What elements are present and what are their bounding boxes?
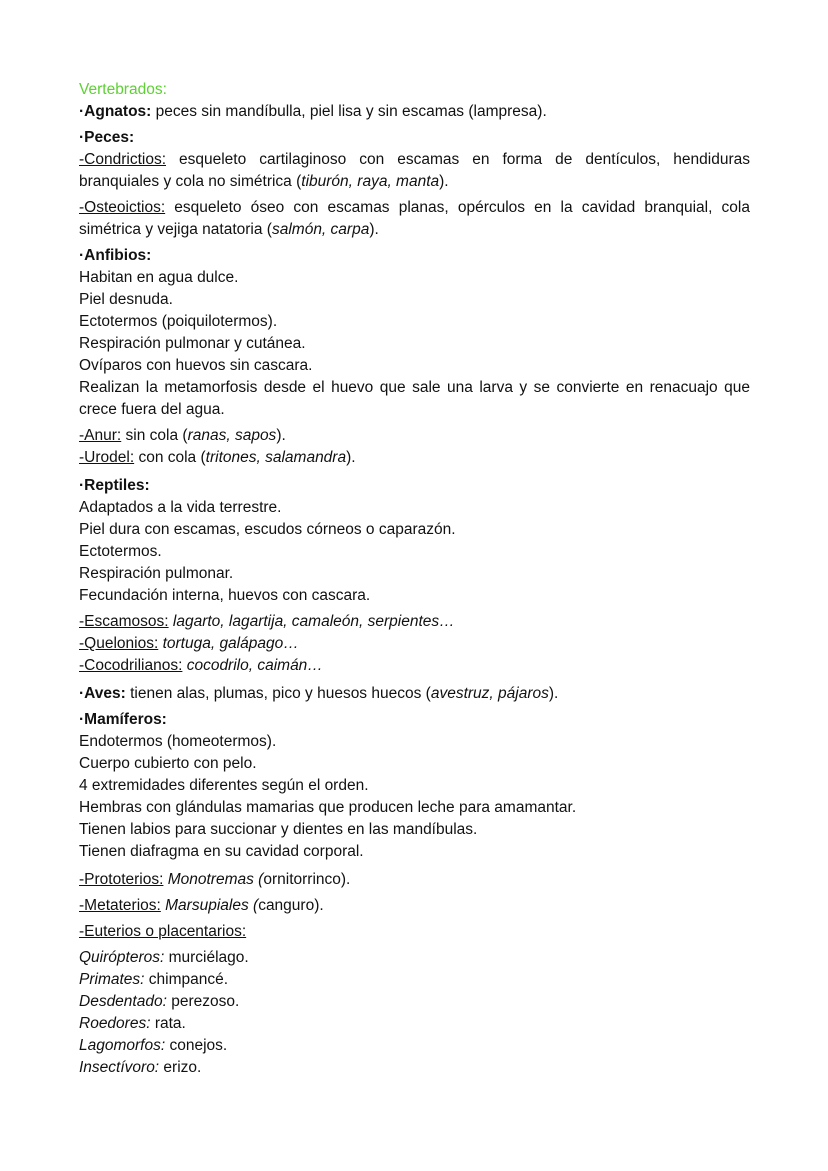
order-name: Desdentado: <box>79 993 167 1010</box>
prototerios-example: ornitorrinco). <box>263 871 351 888</box>
order-line <box>79 991 750 1013</box>
reptiles-line: Ectotermos. <box>79 543 162 560</box>
condrictios-paragraph <box>79 149 750 193</box>
condrictios-text: esqueleto cartilaginoso con escamas en forma de dentículos, hendiduras branquiales y cola no simétrica ( <box>79 151 750 190</box>
quelonios-line <box>79 633 750 655</box>
osteoictios-text: esqueleto óseo con escamas planas, opérculos en la cavidad branquial, cola simétrica y vejiga natatoria ( <box>79 199 750 238</box>
reptiles-heading <box>79 475 750 497</box>
reptiles-line: Fecundación interna, huevos con cascara. <box>79 587 371 604</box>
euterios-line <box>79 921 750 943</box>
aves-examples: avestruz, pájaros <box>430 685 549 702</box>
cocodrilianos-line <box>79 655 750 677</box>
order-line <box>79 947 750 969</box>
agnatos-line <box>79 101 750 123</box>
anfibios-line: Respiración pulmonar y cutánea. <box>79 335 306 352</box>
order-name: Lagomorfos: <box>79 1037 166 1054</box>
escamosos-examples: lagarto, lagartija, camaleón, serpientes… <box>168 613 455 630</box>
order-example: rata. <box>150 1015 186 1032</box>
mamiferos-heading-text: ·Mamíferos: <box>79 711 167 728</box>
condrictios-label: -Condrictios: <box>79 151 166 168</box>
metaterios-example: canguro). <box>258 897 324 914</box>
anur-text: sin cola ( <box>121 427 188 444</box>
mamiferos-line: Hembras con glándulas mamarias que producen leche para amamantar. <box>79 799 577 816</box>
prototerios-group: Monotremas ( <box>163 871 264 888</box>
prototerios-line <box>79 869 750 891</box>
peces-heading-text: ·Peces: <box>79 129 135 146</box>
anfibios-line: Habitan en agua dulce. <box>79 269 239 286</box>
urodel-label: -Urodel: <box>79 449 135 466</box>
quelonios-examples: tortuga, galápago… <box>158 635 299 652</box>
anfibios-line: Ectotermos (poiquilotermos). <box>79 313 278 330</box>
anfibios-line: Ovíparos con huevos sin cascara. <box>79 357 313 374</box>
euterios-label: -Euterios o placentarios: <box>79 923 247 940</box>
peces-heading <box>79 127 750 149</box>
anur-end: ). <box>276 427 286 444</box>
anfibios-line: Piel desnuda. <box>79 291 173 308</box>
anfibios-line: Realizan la metamorfosis desde el huevo que sale una larva y se convierte en renacuajo que crece fuera del agua. <box>79 379 750 418</box>
urodel-line <box>79 447 750 469</box>
osteoictios-paragraph <box>79 197 750 241</box>
reptiles-line: Adaptados a la vida terrestre. <box>79 499 282 516</box>
anur-examples: ranas, sapos <box>187 427 277 444</box>
doc-title: Vertebrados: <box>79 81 167 98</box>
order-example: conejos. <box>165 1037 228 1054</box>
mamiferos-line: Tienen diafragma en su cavidad corporal. <box>79 843 364 860</box>
order-name: Primates: <box>79 971 145 988</box>
mamiferos-heading <box>79 709 750 731</box>
quelonios-label: -Quelonios: <box>79 635 159 652</box>
urodel-text: con cola ( <box>134 449 206 466</box>
metaterios-group: Marsupiales ( <box>160 897 259 914</box>
condrictios-end: ). <box>439 173 449 190</box>
agnatos-text: peces sin mandíbulla, piel lisa y sin escamas (lampresa). <box>151 103 547 120</box>
osteoictios-label: -Osteoictios: <box>79 199 166 216</box>
osteoictios-examples: salmón, carpa <box>271 221 370 238</box>
mamiferos-line: Cuerpo cubierto con pelo. <box>79 755 257 772</box>
anur-line <box>79 425 750 447</box>
anfibios-heading-text: ·Anfibios: <box>79 247 152 264</box>
order-name: Quirópteros: <box>79 949 165 966</box>
mamiferos-line: 4 extremidades diferentes según el orden. <box>79 777 369 794</box>
aves-line <box>79 683 750 705</box>
condrictios-examples: tiburón, raya, manta <box>301 173 440 190</box>
mamiferos-line: Endotermos (homeotermos). <box>79 733 277 750</box>
cocodrilianos-label: -Cocodrilianos: <box>79 657 183 674</box>
osteoictios-end: ). <box>369 221 379 238</box>
urodel-end: ). <box>346 449 356 466</box>
metaterios-line <box>79 895 750 917</box>
aves-text: tienen alas, plumas, pico y huesos huecos ( <box>125 685 431 702</box>
cocodrilianos-examples: cocodrilo, caimán… <box>182 657 323 674</box>
mamiferos-line: Tienen labios para succionar y dientes en las mandíbulas. <box>79 821 478 838</box>
prototerios-label: -Prototerios: <box>79 871 164 888</box>
aves-heading: ·Aves: <box>79 685 126 702</box>
order-name: Roedores: <box>79 1015 151 1032</box>
reptiles-line: Piel dura con escamas, escudos córneos o caparazón. <box>79 521 456 538</box>
order-line <box>79 1013 750 1035</box>
order-line <box>79 1057 750 1079</box>
reptiles-heading-text: ·Reptiles: <box>79 477 150 494</box>
anfibios-heading <box>79 245 750 267</box>
order-example: perezoso. <box>166 993 240 1010</box>
order-example: chimpancé. <box>144 971 229 988</box>
reptiles-line: Respiración pulmonar. <box>79 565 234 582</box>
agnatos-heading: ·Agnatos: <box>79 103 152 120</box>
anur-label: -Anur: <box>79 427 122 444</box>
order-example: erizo. <box>159 1059 202 1076</box>
urodel-examples: tritones, salamandra <box>205 449 347 466</box>
order-name: Insectívoro: <box>79 1059 160 1076</box>
metaterios-label: -Metaterios: <box>79 897 161 914</box>
escamosos-label: -Escamosos: <box>79 613 169 630</box>
order-line <box>79 969 750 991</box>
aves-end: ). <box>548 685 559 702</box>
order-line <box>79 1035 750 1057</box>
escamosos-line <box>79 611 750 633</box>
order-example: murciélago. <box>164 949 249 966</box>
